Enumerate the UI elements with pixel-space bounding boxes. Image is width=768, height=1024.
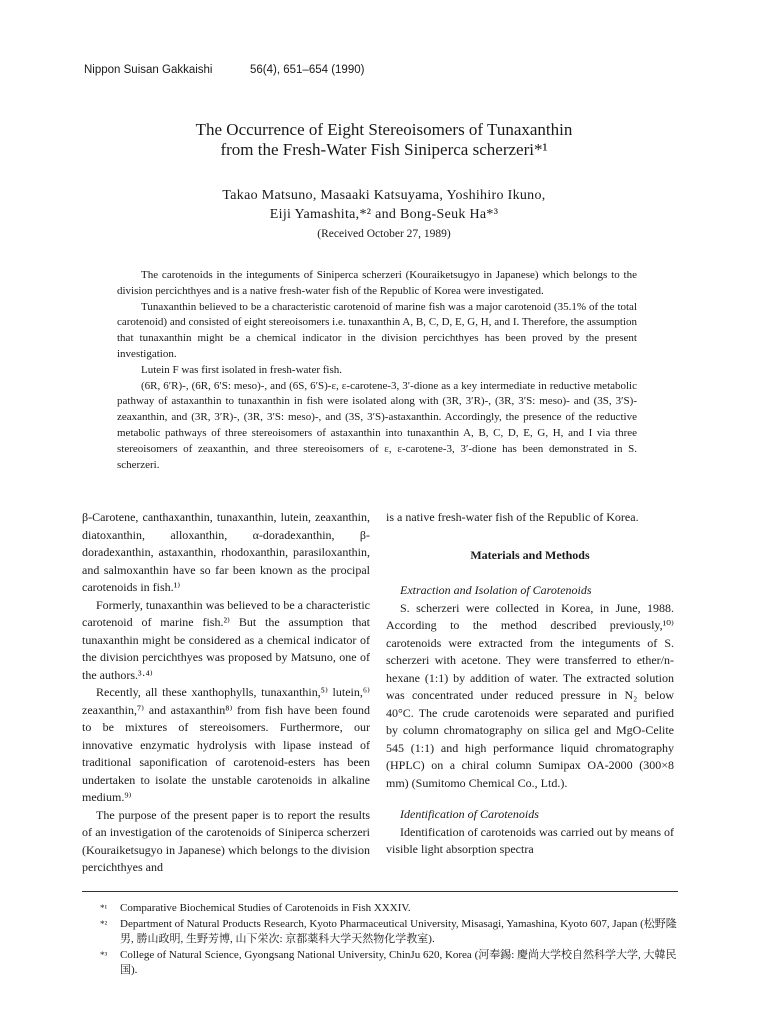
body-paragraph: Recently, all these xanthophylls, tunaxanthin,⁵⁾ lutein,⁶⁾ zeaxanthin,⁷⁾ and astaxanthin⁸⁾ from fish have been found to be mixtures of stereoisomers. Furthermore, our innovative enzymatic hydrolysis with lipase instead of traditional saponification of carotenoid-esters has been undertaken to isolate the unstable carotenoids in alkaline medium.⁹⁾ <box>82 685 370 804</box>
footnote <box>86 901 680 917</box>
author-list <box>0 186 768 224</box>
abstract-paragraph: The carotenoids in the integuments of Siniperca scherzeri (Kouraiketsugyo in Japanese) which belongs to the division percichthyes and is a native fresh-water fish of the Republic of Korea were investigated. <box>117 269 637 297</box>
authors-line-2: Eiji Yamashita,*² and Bong-Seuk Ha*³ <box>269 207 499 222</box>
title-line-2: from the Fresh-Water Fish Siniperca scherzeri*¹ <box>220 140 548 159</box>
journal-name: Nippon Suisan Gakkaishi <box>84 64 213 76</box>
body-paragraph: Formerly, tunaxanthin was believed to be a characteristic carotenoid of marine fish.²⁾ But the assumption that tunaxanthin might be considered as a chemical indicator of the division percichthyes was proposed by Matsuno, one of the authors.³·⁴⁾ <box>82 597 370 682</box>
footnote-text: Department of Natural Products Research, Kyoto Pharmaceutical University, Misasagi, Yamashina, Kyoto 607, Japan (松野隆男, 勝山政明, 生野芳博, 山下栄次: 京都薬科大学天然物化学教室). <box>120 917 677 945</box>
received-date: (Received October 27, 1989) <box>317 228 451 240</box>
footnote <box>86 917 680 948</box>
footnote-text: Comparative Biochemical Studies of Carotenoids in Fish XXXIV. <box>120 902 411 914</box>
body-paragraph: β-Carotene, canthaxanthin, tunaxanthin, lutein, zeaxanthin, diatoxanthin, alloxanthin, α-doradexanthin, β-doradexanthin, astaxanthin, rhodoxanthin, parasiloxanthin, and salmoxanthin have so far been known as the procipal carotenoids in fish.¹⁾ <box>82 510 370 594</box>
subsection-heading: Identification of Carotenoids <box>400 807 539 821</box>
footnotes <box>86 901 680 979</box>
body-paragraph: Identification of carotenoids was carried out by means of visible light absorption spectra <box>386 824 674 856</box>
body-paragraph: The purpose of the present paper is to report the results of an investigation of the carotenoids of Siniperca scherzeri (Kouraiketsugyo in Japanese) which belongs to the division percichthyes and <box>82 807 370 874</box>
abstract-paragraph: (6R, 6′R)-, (6R, 6′S: meso)-, and (6S, 6′S)-ε, ε-carotene-3, 3′-dione as a key intermediate in reductive metabolic pathway of astaxanthin to tunaxanthin in fish were isolated along with (3R, 3′R)-, (3R, 3′S: meso)- and (3S, 3′S)-zeaxanthin, and (3R, 3′R)-, (3R, 3′S: meso)-, and (3S, 3′S)-astaxanthin. Accordingly, the presence of the reductive metabolic pathways of three stereoisomers of astaxanthin into tunaxanthin A, B, C, D, E, G, H, and I via three stereoisomers of zeaxanthin, and three stereoisomers of ε, ε-carotene-3, 3′-dione has been demonstrated in S. scherzeri. <box>117 379 637 471</box>
footnote <box>86 948 680 979</box>
title-line-1: The Occurrence of Eight Stereoisomers of Tunaxanthin <box>195 120 573 139</box>
section-heading: Materials and Methods <box>470 547 590 562</box>
abstract-paragraph: Tunaxanthin believed to be a characteristic carotenoid of marine fish was a major carotenoid (35.1% of the total carotenoid) and consisted of eight stereoisomers i.e. tunaxanthin A, B, C, D, E, G, H, and I. Therefore, the assumption that tunaxanthin might be a chemical indicator in the division percichthyes has been proved by the present investigation. <box>117 300 637 360</box>
body-paragraph: S. scherzeri were collected in Korea, in June, 1988. According to the method described previously,¹⁰⁾ carotenoids were extracted from the integuments of S. scherzeri with acetone. They were transferred to ether/n-hexane (1:1) by addition of water. The extracted solution was concentrated under reduced pressure in N₂ below 40°C. The crude carotenoids were separated and purified by column chromatography on silica gel and MgO-Celite 545 (1:1) and high performance liquid chromatography (HPLC) on a chiral column Sumipax OA-2000 (300×8 mm) (Sumitomo Chemical Co., Ltd.). <box>386 600 674 790</box>
footnote-mark: *² <box>100 918 108 929</box>
footnote-divider <box>82 891 678 892</box>
subsection-heading: Extraction and Isolation of Carotenoids <box>400 583 592 597</box>
footnote-text: College of Natural Science, Gyongsang National University, ChinJu 620, Korea (河奉錫: 慶尚大学校自然科学大学, 大韓民国). <box>120 948 677 976</box>
body-paragraph: is a native fresh-water fish of the Republic of Korea. <box>386 510 639 524</box>
footnote-mark: *¹ <box>100 903 108 913</box>
paper-title <box>0 120 768 160</box>
right-column <box>386 509 674 859</box>
journal-volume: 56(4), 651–654 (1990) <box>250 64 365 76</box>
authors-line-1: Takao Matsuno, Masaaki Katsuyama, Yoshihiro Ikuno, <box>222 188 546 203</box>
abstract <box>117 268 637 473</box>
footnote-mark: *³ <box>100 949 108 960</box>
left-column <box>82 509 370 877</box>
abstract-paragraph: Lutein F was first isolated in fresh-water fish. <box>141 363 343 376</box>
journal-header <box>84 64 365 76</box>
